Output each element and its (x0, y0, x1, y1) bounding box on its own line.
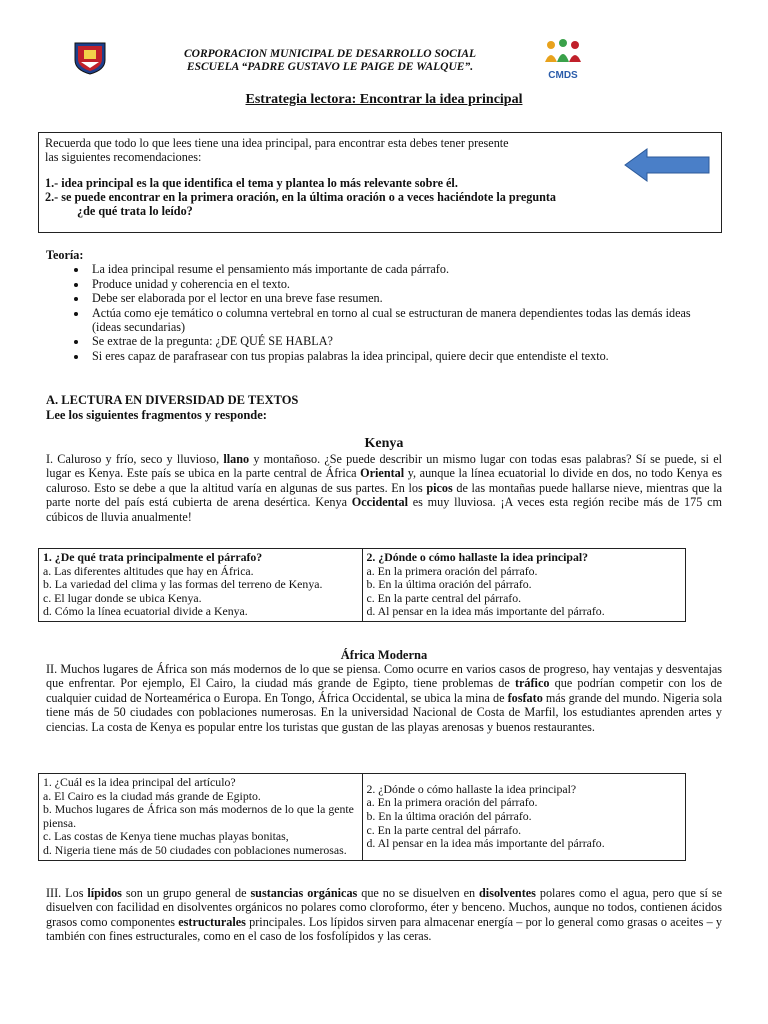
question-text: 1. ¿De qué trata principalmente el párrafo? (43, 550, 263, 564)
answer-option[interactable]: d. Al pensar en la idea más importante del párrafo. (366, 604, 605, 619)
text-run: más grande del mundo. Nigeria sola tiene más de 50 ciudades con poblaciones numerosas. En la universidad Nacional de Costa de Marfil, los estudiantes aprenden artes y ciencias. La costa de Kenya es popular entre los turistas que gustan de las playas arenosas y buenos restaurantes. (46, 690, 722, 734)
bold-term: Occidental (351, 495, 408, 510)
bold-term: picos (426, 480, 453, 495)
bold-term: llano (223, 452, 250, 466)
answer-option[interactable]: a. En la primera oración del párrafo. (366, 563, 538, 578)
question-text: 2. ¿Dónde o cómo hallaste la idea principal? (366, 781, 577, 796)
answer-option[interactable]: b. Muchos lugares de África son más modernos de lo que la gente piensa. (43, 802, 354, 830)
africa-title: África Moderna (340, 648, 428, 662)
left-arrow-icon (623, 147, 711, 183)
rule-2-question: ¿de qué trata lo leído? (77, 204, 193, 218)
text-run: polares como el agua, pero que sí se disuelven con facilidad en disolventes orgánicos no polares como cloroformo, éter y benceno. Muchos, aunque no todos, contienen ácidos grasos como componentes (46, 886, 723, 929)
list-item: • La idea principal resume el pensamiento más importante de cada párrafo. (88, 262, 706, 276)
header-line-1: CORPORACION MUNICIPAL DE DESARROLLO SOCIAL (183, 48, 477, 60)
list-item: • Debe ser elaborada por el lector en una breve fase resumen. (88, 291, 706, 305)
africa-questions-table (38, 773, 686, 861)
kenya-question-2 (362, 549, 686, 622)
answer-option[interactable]: a. El Cairo es la ciudad más grande de Egipto. (43, 788, 261, 803)
kenya-question-1 (39, 549, 363, 622)
intro-line-1: Recuerda que todo lo que lees tiene una idea principal, para encontrar esta debes tener presente (45, 136, 509, 150)
text-run: y, aunque la línea ecuatorial lo divide en dos, no todo Kenya es caluroso. Esto se debe a que la altitud varía en algunas de sus partes. En los (46, 466, 722, 495)
answer-option[interactable]: d. Nigeria tiene más de 50 ciudades con poblaciones numerosas. (43, 842, 347, 857)
question-text: 1. ¿Cuál es la idea principal del artículo? (43, 775, 236, 789)
text-run: que no se disuelven en (357, 886, 480, 900)
answer-option[interactable]: b. La variedad del clima y las formas del terreno de Kenya. (43, 577, 323, 592)
africa-question-1 (39, 774, 363, 861)
list-item: • Se extrae de la pregunta: ¿DE QUÉ SE HABLA? (88, 334, 706, 348)
answer-option[interactable]: c. Las costas de Kenya tiene muchas playas bonitas, (43, 829, 289, 844)
list-item: • Actúa como eje temático o columna vertebral en torno al cual se estructuran de manera dependientes todas las demás ideas (ideas secundarias) (88, 306, 706, 335)
answer-option[interactable]: c. El lugar donde se ubica Kenya. (43, 590, 202, 605)
school-header (70, 38, 700, 88)
section-title: A. LECTURA EN DIVERSIDAD DE TEXTOS (46, 393, 299, 407)
text-run: es muy lluviosa. ¡A veces esta región recibe más de 175 cm cúbicos de lluvia anualmente! (46, 495, 722, 524)
recommendations-box (38, 132, 722, 233)
question-text: 2. ¿Dónde o cómo hallaste la idea principal? (366, 550, 589, 564)
text-run: y montañoso. ¿Se puede describir un mismo lugar con todas esas palabras? Sí se puede, si el lugar es Kenya. Este país se ubica en la parte central de África (46, 452, 722, 481)
answer-option[interactable]: a. Las diferentes altitudes que hay en África. (43, 563, 254, 578)
rule-1: 1.- idea principal es la que identifica el tema y plantea lo más relevante sobre él. (45, 176, 458, 190)
intro-line-2: las siguientes recomendaciones: (45, 150, 202, 164)
bold-term: tráfico (514, 676, 550, 691)
bold-term: lípidos (87, 886, 122, 900)
kenya-title: Kenya (364, 436, 404, 451)
list-item: • Produce unidad y coherencia en el texto. (88, 277, 706, 291)
africa-paragraph (46, 662, 722, 734)
answer-option[interactable]: b. En la última oración del párrafo. (366, 808, 532, 823)
answer-option[interactable]: d. Cómo la línea ecuatorial divide a Kenya. (43, 604, 248, 619)
bold-term: sustancias orgánicas (250, 886, 358, 900)
section-instruction: Lee los siguientes fragmentos y responde: (46, 407, 267, 422)
bold-term: fosfato (507, 690, 543, 705)
africa-question-2 (362, 774, 686, 861)
bold-term: Oriental (360, 466, 405, 481)
list-item: • Si eres capaz de parafrasear con tus propias palabras la idea principal, quiere decir que entendiste el texto. (88, 349, 706, 363)
lipidos-paragraph (46, 886, 722, 944)
rule-2: 2.- se puede encontrar en la primera oración, en la última oración o a veces haciéndote la pregunta (45, 190, 557, 204)
kenya-questions-table (38, 548, 686, 622)
text-run: II. Muchos lugares de África son más modernos de lo que se piensa. Como ocurre en varios casos de progreso, hay ventajas y desventajas que enfrentar. Por ejemplo, El Cairo, la ciudad más grande de Egipto, tiene problemas de (46, 662, 722, 691)
text-run: son un grupo general de (121, 886, 251, 900)
answer-option[interactable]: c. En la parte central del párrafo. (366, 822, 522, 837)
text-run: de las montañas puede hallarse nieve, mientras que la parte norte del país está cubierta de arena desértica. Kenya (46, 480, 722, 510)
school-shield-logo (72, 40, 108, 76)
text-run: principales. Los lípidos sirven para almacenar energía – por lo general como grasas o aceites – y también con fines estructurales, como en el caso de los fosfolípidos y las ceras. (46, 914, 722, 944)
bold-term: disolventes (479, 886, 536, 900)
theory-title: Teoría: (46, 248, 84, 262)
answer-option[interactable]: a. En la primera oración del párrafo. (366, 795, 538, 810)
page-title: Estrategia lectora: Encontrar la idea principal (245, 92, 523, 107)
section-heading (46, 393, 298, 422)
header-line-2: ESCUELA “PADRE GUSTAVO LE PAIGE DE WALQUE”. (186, 61, 474, 73)
text-run: que podrían competir con los de cualquier cuidad de Norteamérica o Europa. En Tongo, África Occidental, se ubica la mina de (46, 676, 723, 705)
answer-option[interactable]: c. En la parte central del párrafo. (366, 590, 522, 605)
theory-list (46, 262, 706, 363)
kenya-paragraph (46, 452, 722, 524)
text-run: III. Los (46, 886, 88, 900)
bold-term: estructurales (178, 914, 246, 929)
theory-section (46, 248, 706, 363)
cmds-logo-text: CMDS (548, 70, 578, 81)
answer-option[interactable]: b. En la última oración del párrafo. (366, 577, 532, 592)
cmds-people-icon (542, 38, 584, 66)
cmds-logo (542, 38, 584, 81)
text-run: I. Caluroso y frío, seco y lluvioso, (46, 452, 224, 466)
answer-option[interactable]: d. Al pensar en la idea más importante del párrafo. (366, 836, 605, 851)
